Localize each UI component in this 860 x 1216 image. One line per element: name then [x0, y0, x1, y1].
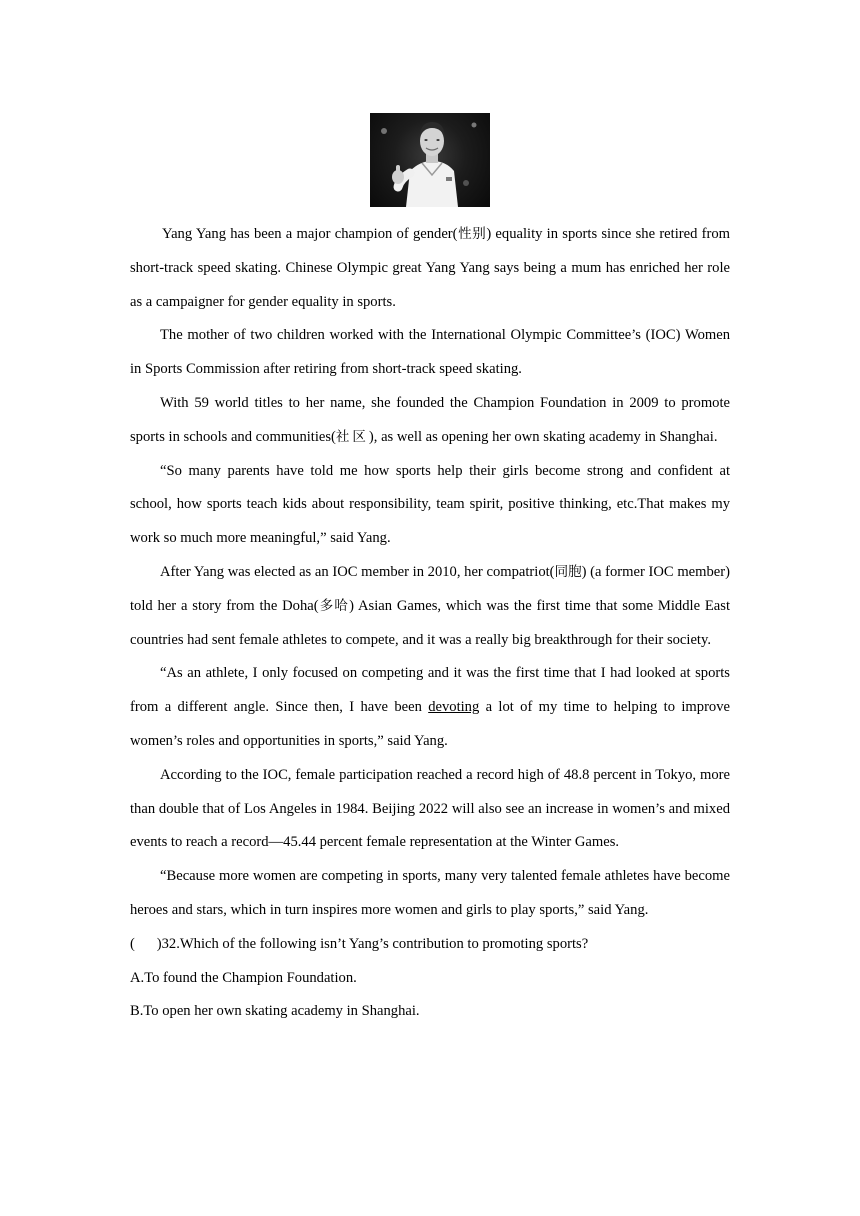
paragraph-1-text-a: Yang Yang has been a major champion of gender( [162, 226, 458, 242]
paragraph-8: “Because more women are competing in sports, many very talented female athletes have become heroes and stars, which in turn inspires more women and girls to play sports,” said Yang. [130, 868, 730, 918]
paragraph-1 [130, 218, 730, 319]
paragraph-5-text-b: ) (a former IOC member) told her a story from the Doha( [130, 563, 730, 614]
paragraph-6 [130, 657, 730, 758]
paragraph-1-text-b: ) equality in sports since she retired from short-track speed skating. Chinese Olympic great Yang Yang says being a mum has enriched her role as a campaigner for gender equality in sports. [130, 226, 731, 310]
paragraph-5 [130, 556, 730, 657]
paragraph-6-text-a: “As an athlete, I only focused on competing and it was the first time that I had looked at sports from a different angle. Since then, I have been [130, 665, 730, 716]
paragraph-7: According to the IOC, female participation reached a record high of 48.8 percent in Tokyo, more than double that of Los Angeles in 1984. Beijing 2022 will also see an increase in women’s and mixed events to reach a record—45.44 percent female representation at the Winter Games. [130, 766, 730, 851]
paragraph-3 [130, 387, 730, 455]
paragraph-3-text-a: With 59 world titles to her name, she founded the Champion Foundation in 2009 to promote sports in schools and communities( [130, 394, 730, 445]
paragraph-5-text-c: ) Asian Games, which was the first time that some Middle East countries had sent female athletes to compete, and it was a really big breakthrough for their society. [130, 597, 731, 648]
gloss-doha: 多哈 [318, 597, 350, 614]
gloss-gender: 性别 [457, 226, 487, 242]
option-a[interactable]: A.To found the Champion Foundation. [130, 969, 357, 986]
paragraph-3-text-b: ), as well as opening her own skating academy in Shanghai. [368, 428, 718, 445]
paragraph-6-text-b: a lot of my time to helping to improve women’s roles and opportunities in sports,” said Yang. [130, 699, 730, 749]
gloss-communities: 社区 [335, 428, 369, 445]
question-stem: 32.Which of the following isn’t Yang’s contribution to promoting sports? [161, 935, 589, 952]
portrait-photo [370, 113, 490, 207]
portrait-illustration [370, 113, 490, 207]
underlined-word-devoting: devoting [428, 699, 480, 716]
answer-blank[interactable]: ( ) [130, 935, 162, 952]
option-b[interactable]: B.To open her own skating academy in Shanghai. [130, 1003, 420, 1020]
question-32 [130, 928, 730, 962]
paragraph-2: The mother of two children worked with the International Olympic Committee’s (IOC) Women in Sports Commission after retiring from short-track speed skating. [130, 327, 730, 378]
gloss-compatriot: 同胞 [554, 563, 582, 580]
paragraph-4: “So many parents have told me how sports help their girls become strong and confident at school, how sports teach kids about responsibility, team spirit, positive thinking, etc.That makes my work so much more meaningful,” said Yang. [130, 462, 730, 547]
passage [130, 218, 730, 1029]
paragraph-5-text-a: After Yang was elected as an IOC member in 2010, her compatriot( [160, 563, 555, 580]
